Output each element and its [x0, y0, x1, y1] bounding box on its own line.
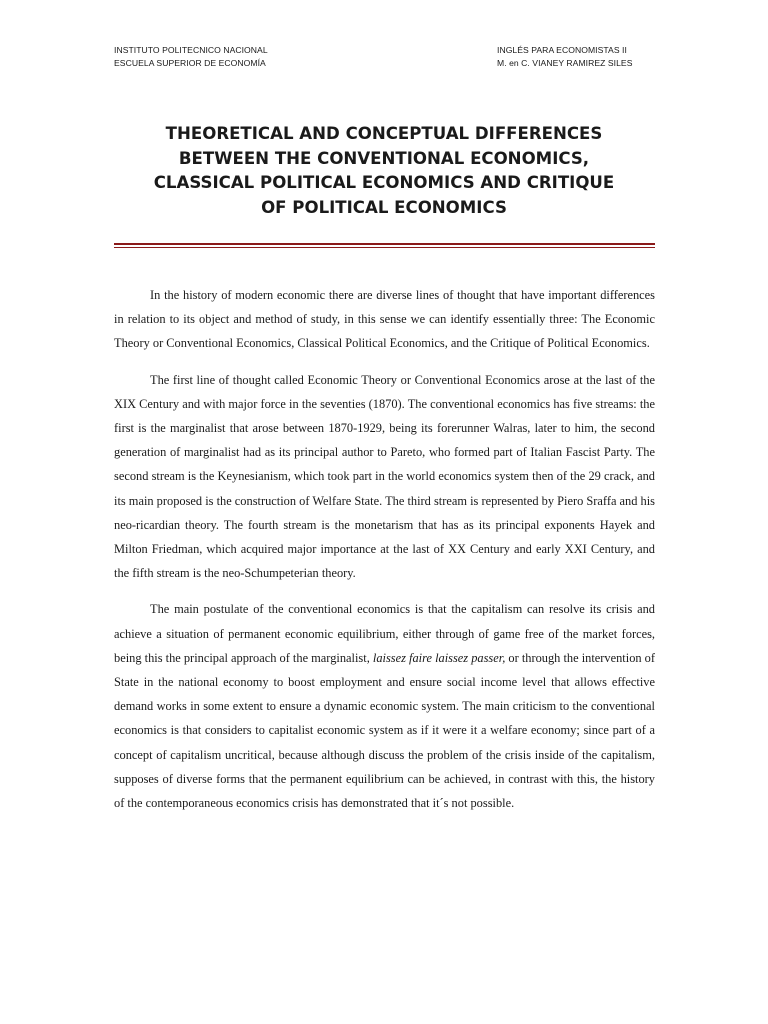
paragraph-3-text-end: or through the intervention of State in the national economy to boost employment and ensure social income level that allows effective demand works in some extent to ensure a dynamic economic system. The main criticism to the conventional economics is that considers to capitalist economic system as if it were it a welfare economy; since part of a concept of capitalism uncritical, because although discuss the problem of the crisis inside of the capitalism, supposes of diverse forms that the permanent equilibrium can be achieved, in contrast with this, the history of the contemporaneous economics crisis has demonstrated that it´s not possible.	[114, 650, 656, 811]
divider-thick-line	[114, 243, 655, 245]
paragraph-3-text-start: The main postulate of the conventional economics is that the capitalism can resolve its crisis and achieve a situation of permanent economic equilibrium, either through of game free of the market forces, being this the principal approach of the marginalist,	[114, 602, 655, 665]
header-institution	[114, 44, 268, 70]
document-title	[114, 122, 654, 220]
title-line-4: OF POLITICAL ECONOMICS	[261, 197, 507, 217]
title-line-3: CLASSICAL POLITICAL ECONOMICS AND CRITIQUE	[153, 173, 615, 192]
title-line-2: BETWEEN THE CONVENTIONAL ECONOMICS,	[178, 148, 590, 168]
paragraph-1: In the history of modern economic there are diverse lines of thought that have important differences in relation to its object and method of study, in this sense we can identify essentially three: The Economic Theory or Conventional Economics, Classical Political Economics, and the Critique of Political Economics.	[114, 288, 655, 351]
paragraph-3-italic-phrase: laissez faire laissez passer,	[372, 650, 506, 665]
title-line-1: THEORETICAL AND CONCEPTUAL DIFFERENCES	[165, 124, 603, 143]
header-course-name: INGLÉS PARA ECONOMISTAS II	[497, 45, 627, 55]
paragraph-3	[114, 597, 655, 815]
paragraph-2: The first line of thought called Economic Theory or Conventional Economics arose at the last of the XIX Century and with major force in the seventies (1870). The conventional economics has five streams: the first is the marginalist that arose between 1870-1929, being its forerunner Walras, later to him, the second generation of marginalist had as its principal author to Pareto, who formed part of Italian Fascist Party. The second stream is the Keynesianism, which took part in the world economics system then of the 29 crack, and its main proposed is the construction of Welfare State. The third stream is represented by Piero Sraffa and his neo-ricardian theory. The fourth stream is the monetarism that has as its principal exponents Hayek and Milton Friedman, which acquired major importance at the last of XX Century and early XXI Century, and the fifth stream is the neo-Schumpeterian theory.	[114, 372, 655, 581]
divider-thin-line	[114, 247, 655, 248]
header-instructor-name: M. en C. VIANEY RAMIREZ SILES	[497, 58, 633, 68]
title-divider	[114, 243, 655, 248]
header-course	[497, 44, 633, 70]
header-school-name: ESCUELA SUPERIOR DE ECONOMÍA	[114, 58, 266, 68]
document-body	[114, 283, 655, 827]
header-institute-name: INSTITUTO POLITECNICO NACIONAL	[114, 45, 268, 55]
